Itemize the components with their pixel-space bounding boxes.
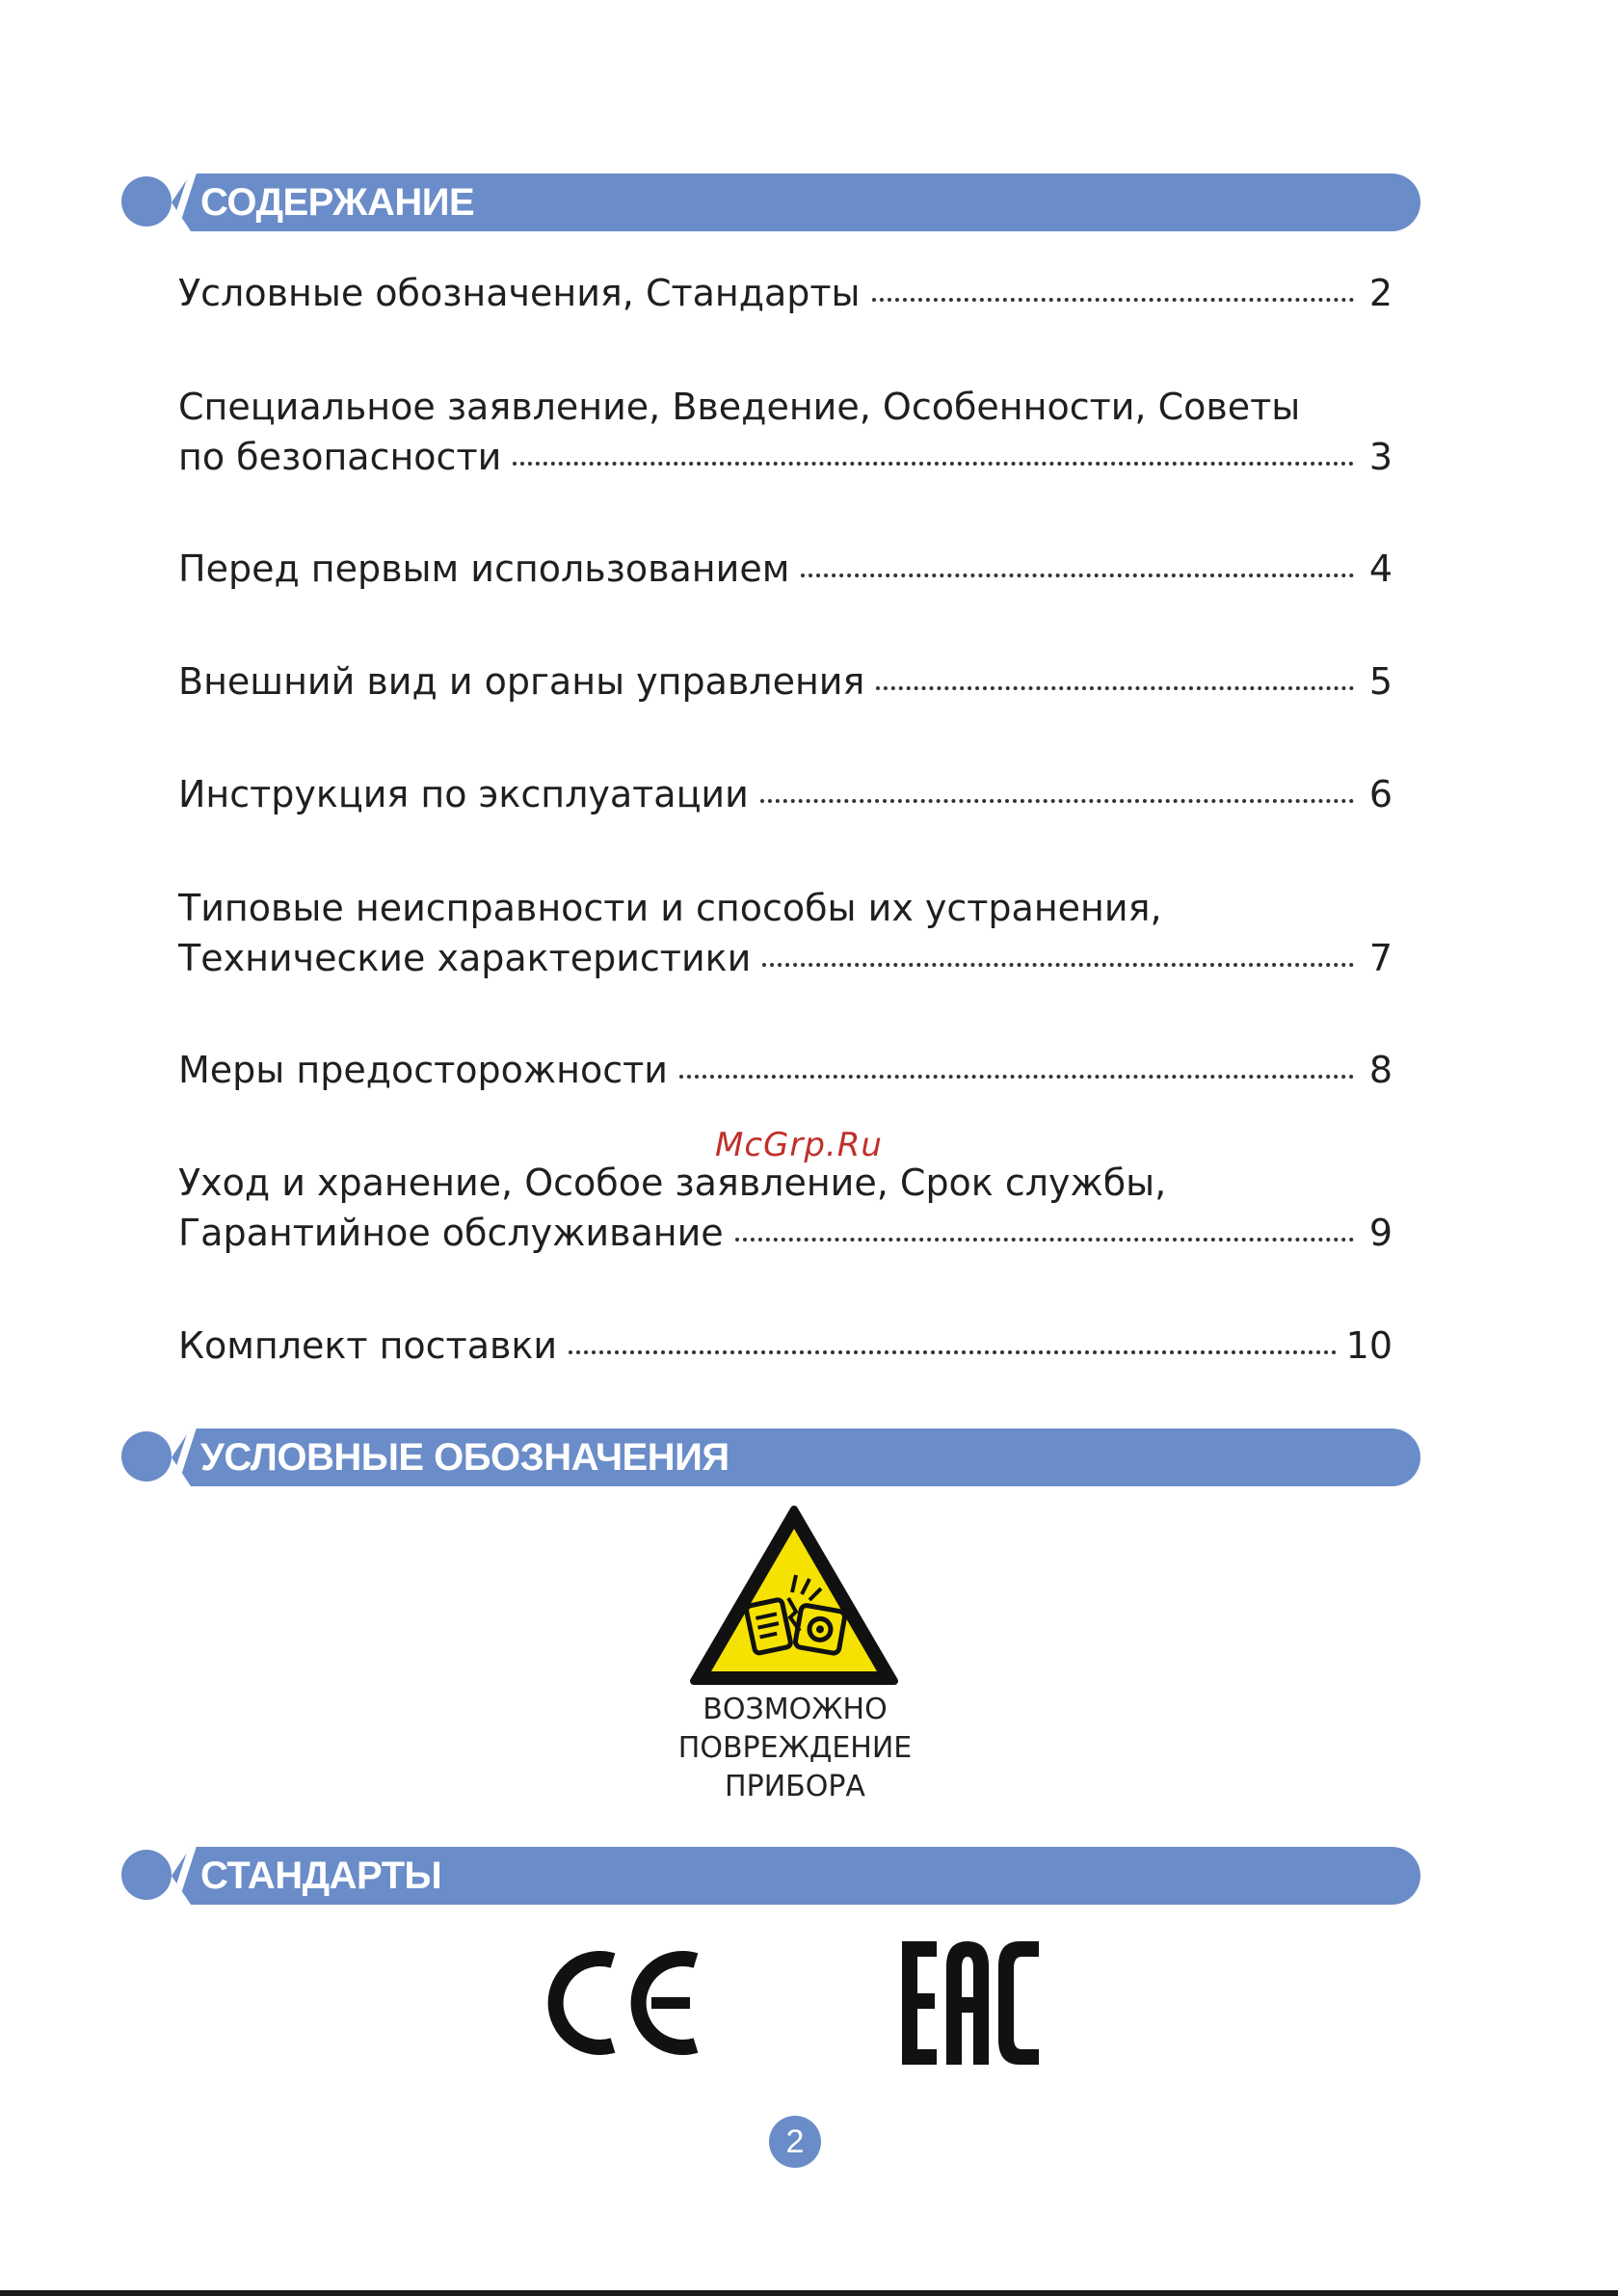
toc-leader-dots xyxy=(679,1075,1354,1079)
toc-page-number: 7 xyxy=(1368,937,1393,979)
section-header-standards xyxy=(121,1847,1420,1905)
section-bullet-circle xyxy=(121,176,172,227)
section-header-contents xyxy=(121,174,1420,231)
toc-entry-text-line1: Уход и хранение, Особое заявление, Срок службы, xyxy=(178,1161,1167,1204)
toc-entry-text-line1: Специальное заявление, Введение, Особенности, Советы xyxy=(178,386,1301,428)
warning-label-line: ПОВРЕЖДЕНИЕ xyxy=(677,1731,913,1765)
toc-entry[interactable] xyxy=(178,769,1393,819)
toc-entry-text: Перед первым использованием xyxy=(178,547,790,590)
toc-entry[interactable] xyxy=(178,883,1393,983)
toc-entry-text: Внешний вид и органы управления xyxy=(178,660,865,703)
toc-page-number: 3 xyxy=(1368,436,1393,478)
toc-entry-text: Комплект поставки xyxy=(178,1324,558,1367)
section-bullet-circle xyxy=(121,1431,172,1482)
toc-leader-dots xyxy=(735,1238,1354,1241)
toc-entry[interactable] xyxy=(178,1321,1393,1371)
page-number-badge: 2 xyxy=(769,2116,821,2168)
toc-entry[interactable] xyxy=(178,1045,1393,1095)
toc-entry[interactable] xyxy=(178,544,1393,594)
toc-page-number: 6 xyxy=(1368,773,1393,815)
section-bullet-circle xyxy=(121,1850,172,1900)
warning-label-line: ВОЗМОЖНО xyxy=(703,1693,888,1726)
warning-label-line: ПРИБОРА xyxy=(725,1770,865,1803)
toc-leader-dots xyxy=(801,574,1354,577)
bottom-rule xyxy=(0,2290,1618,2296)
toc-entry-text: по безопасности xyxy=(178,436,502,478)
toc-page-number: 5 xyxy=(1368,660,1393,703)
ce-mark-icon xyxy=(545,1945,700,2065)
section-title: УСЛОВНЫЕ ОБОЗНАЧЕНИЯ xyxy=(200,1436,729,1479)
toc-leader-dots xyxy=(569,1350,1337,1354)
toc-leader-dots xyxy=(872,298,1354,302)
toc-entry-text: Гарантийное обслуживание xyxy=(178,1212,724,1254)
toc-leader-dots xyxy=(876,686,1354,690)
toc-page-number: 10 xyxy=(1345,1324,1393,1367)
toc-page-number: 9 xyxy=(1368,1212,1393,1254)
toc-entry-text: Технические характеристики xyxy=(178,937,752,979)
toc-entry[interactable] xyxy=(178,656,1393,707)
toc-leader-dots xyxy=(513,462,1354,466)
toc-entry[interactable] xyxy=(178,268,1393,318)
toc-leader-dots xyxy=(760,799,1354,803)
toc-entry-text: Инструкция по эксплуатации xyxy=(178,773,749,815)
watermark-text: McGrp.Ru xyxy=(715,1126,883,1164)
toc-entry-text: Меры предосторожности xyxy=(178,1049,668,1091)
toc-page-number: 8 xyxy=(1368,1049,1393,1091)
section-header-symbols xyxy=(121,1428,1420,1486)
warning-label xyxy=(617,1691,973,1806)
section-title: СОДЕРЖАНИЕ xyxy=(200,181,475,224)
toc-entry[interactable] xyxy=(178,382,1393,482)
toc-entry-text-line1: Типовые неисправности и способы их устранения, xyxy=(178,887,1162,929)
toc-page-number: 4 xyxy=(1368,547,1393,590)
toc-page-number: 2 xyxy=(1368,272,1393,314)
section-title: СТАНДАРТЫ xyxy=(200,1855,442,1897)
toc-entry[interactable] xyxy=(178,1158,1393,1258)
toc-leader-dots xyxy=(762,963,1354,967)
toc-entry-text: Условные обозначения, Стандарты xyxy=(178,272,861,314)
eac-mark-icon xyxy=(898,1937,1043,2072)
device-damage-warning-icon xyxy=(688,1504,900,1687)
